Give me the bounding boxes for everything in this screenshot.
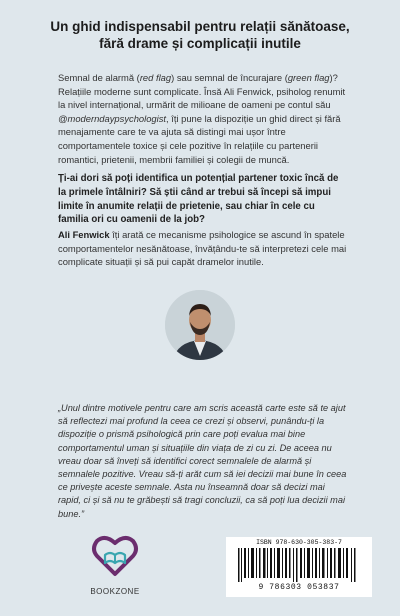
question-paragraph: Ți-ai dori să poți identifica un potențial partener toxic încă de la primele întâlniri? Să știi când ar trebui să începi să impui limite în anumite relații de prietenie, sau chiar în cele cu familia ori cu oamenii de la job?	[58, 173, 339, 226]
intro-text-2: ) sau semnal de încurajare (	[171, 72, 288, 83]
intro-text-3: )? Relațiile moderne sunt complicate. Însă Ali Fenwick, psiholog renumit la nivel internațional, urmărit de milioane de oameni pe contul său	[58, 72, 346, 111]
barcode-bars	[236, 548, 362, 582]
publisher-logo	[85, 528, 145, 598]
headline-line-2: fără drame și complicații inutile	[99, 36, 301, 51]
author-photo	[165, 290, 235, 360]
author-paragraph	[58, 228, 348, 269]
heart-book-icon	[89, 528, 141, 580]
author-description: îți arată ce mecanisme psihologice se ascund în spatele comportamentelor nesănătoase, învățându-te să interpretezi cele mai complicate situații și să pui capăt dramelor inutile.	[58, 229, 347, 268]
author-name: Ali Fenwick	[58, 229, 110, 240]
intro-paragraph	[58, 71, 348, 166]
instagram-handle: @moderndaypsychologist	[58, 112, 167, 124]
intro-text-1: Semnal de alarmă (	[58, 72, 140, 83]
barcode-digits: 9 786303 053837	[258, 583, 340, 592]
intro-text-4: , îți pune la dispoziție un ghid direct și fără menajamente care te va ajuta să distingi mai ușor între comportamentele toxice și cele pozitive în relațiile cu partenerii romantici, prietenii, membrii familiei și colegii de muncă.	[58, 112, 341, 165]
publisher-name: BOOKZONE	[90, 587, 140, 596]
headline-line-1: Un ghid indispensabil pentru relații sănătoase,	[50, 19, 350, 34]
author-quote: „Unul dintre motivele pentru care am scris această carte este să te ajut să reflectezi mai profund la ceea ce crezi și observi, punându-ți la dispoziție o prismă psihologică prin care poți evalua mai bine comportamentul uman și situațiile din viața de zi cu zi. De aceea nu vreau doar să înveți să identifici corect semnalele de alarmă și semnalele pozitive. Vreau să-ți arăt cum să iei decizii mai bune în ceea ce privește aceste semnale. Asta nu înseamnă doar să decizi mai rapid, ci și să nu te grăbești să tragi concluzii, ca să poți lua decizii mai bune.”	[58, 403, 347, 519]
headline	[40, 18, 360, 52]
green-flag-term: green flag	[287, 72, 330, 83]
isbn-barcode	[226, 537, 372, 597]
red-flag-term: red flag	[139, 72, 172, 83]
isbn-label: ISBN 978-630-305-383-7	[256, 539, 342, 546]
